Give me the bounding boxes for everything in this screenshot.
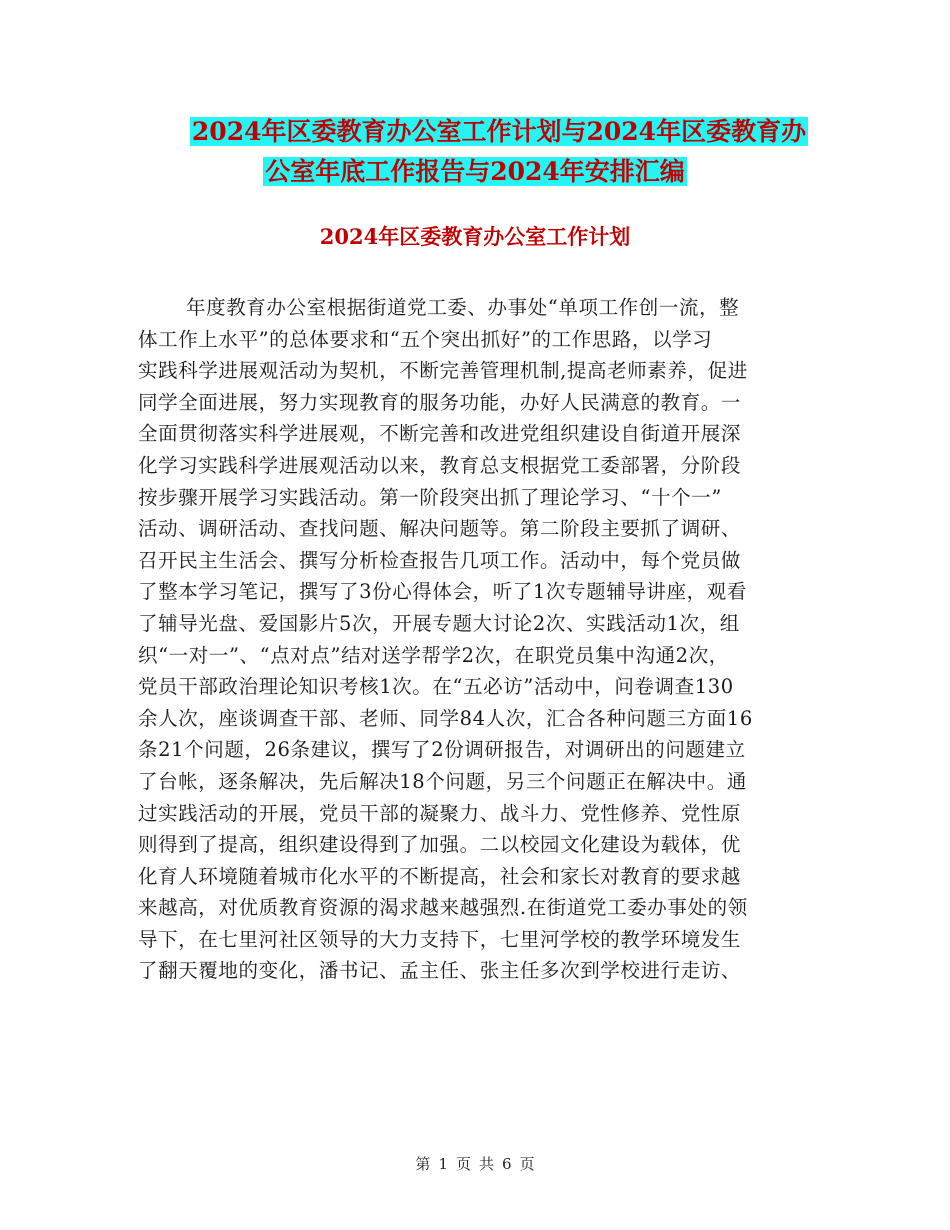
body-line: 按步骤开展学习实践活动。第一阶段突出抓了理论学习、“十个一” [138, 485, 722, 509]
footer-page-number: 1 [438, 1155, 448, 1173]
body-line: 导下，在七里河社区领导的大力支持下，七里河学校的教学环境发生 [138, 927, 742, 951]
title-line-1 [0, 112, 950, 152]
body-line: 化学习实践科学进展观活动以来，教育总支根据党工委部署，分阶段 [138, 453, 742, 477]
footer-page-unit: 页 [455, 1155, 471, 1173]
body-line: 党员干部政治理论知识考核1次。在“五必访”活动中，问卷调查130 [138, 675, 734, 699]
footer-total-word: 共 [479, 1155, 495, 1173]
body-line: 实践科学进展观活动为契机，不断完善管理机制,提高老师素养，促进 [138, 359, 748, 383]
body-line: 了整本学习笔记，撰写了3份心得体会，听了1次专题辅导讲座，观看 [138, 580, 747, 604]
body-line: 来越高，对优质教育资源的渴求越来越强烈.在街道党工委办事处的领 [138, 896, 748, 920]
footer-total-unit: 页 [519, 1155, 535, 1173]
document-title [0, 112, 950, 192]
title-line-1-text: 2024年区委教育办公室工作计划与2024年区委教育办 [191, 117, 807, 146]
body-line: 则得到了提高，组织建设得到了加强。二以校园文化建设为载体，优 [138, 833, 742, 857]
footer-total-pages: 6 [502, 1155, 512, 1173]
body-line: 体工作上水平”的总体要求和“五个突出抓好”的工作思路，以学习 [138, 327, 713, 351]
section-heading: 2024年区委教育办公室工作计划 [319, 224, 631, 249]
body-line: 余人次，座谈调查干部、老师、同学84人次，汇合各种问题三方面16 [138, 706, 753, 730]
body-line: 化育人环境随着城市化水平的不断提高，社会和家长对教育的要求越 [138, 864, 742, 888]
page-footer [0, 1154, 950, 1174]
body-line: 全面贯彻落实科学进展观，不断完善和改进党组织建设自街道开展深 [138, 422, 742, 446]
body-line: 过实践活动的开展，党员干部的凝聚力、战斗力、党性修养、党性原 [138, 801, 742, 825]
footer-page-word: 第 [415, 1155, 431, 1173]
body-line: 了台帐，逐条解决，先后解决18个问题，另三个问题正在解决中。通 [138, 769, 747, 793]
body-text [138, 292, 828, 987]
body-line: 召开民主生活会、撰写分析检查报告几项工作。活动中，每个党员做 [138, 548, 742, 572]
body-line: 织“一对一”、“点对点”结对送学帮学2次，在职党员集中沟通2次， [138, 643, 729, 667]
body-line: 条21个问题，26条建议，撰写了2份调研报告，对调研出的问题建立 [138, 738, 746, 762]
title-line-2 [0, 152, 950, 192]
body-line: 了翻天覆地的变化，潘书记、孟主任、张主任多次到学校进行走访、 [138, 959, 742, 983]
title-line-2-text: 公室年底工作报告与2024年安排汇编 [265, 157, 685, 186]
body-line: 了辅导光盘、爱国影片5次，开展专题大讨论2次、实践活动1次，组 [138, 611, 740, 635]
body-line: 年度教育办公室根据街道党工委、办事处“单项工作创一流，整 [186, 296, 740, 319]
body-line: 同学全面进展，努力实现教育的服务功能，办好人民满意的教育。一 [138, 390, 742, 414]
body-line: 活动、调研活动、查找问题、解决问题等。第二阶段主要抓了调研、 [138, 517, 742, 541]
